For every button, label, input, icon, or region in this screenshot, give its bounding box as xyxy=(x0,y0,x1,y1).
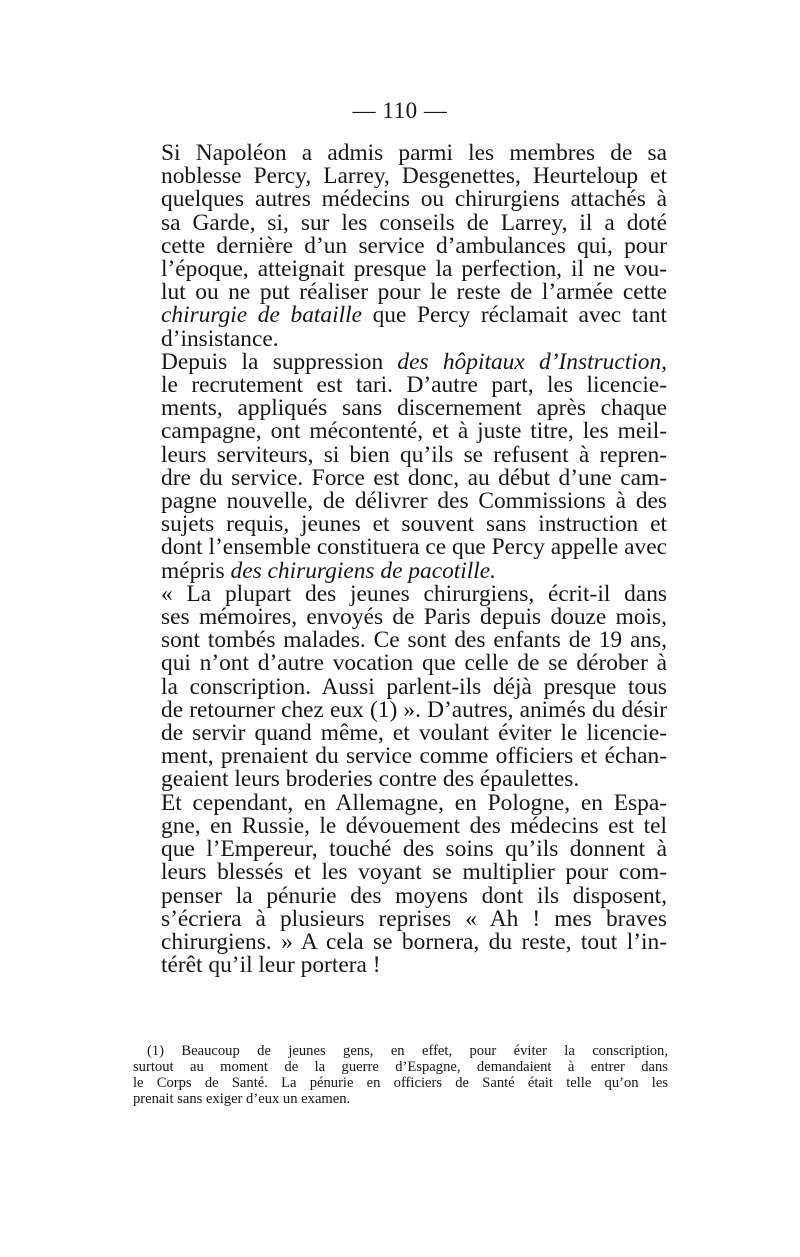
text-line: campagne, ont mécontenté, et à juste titre, les meil- xyxy=(161,418,667,445)
page-number: — 110 — xyxy=(352,98,448,123)
text-line: geaient leurs broderies contre des épaulettes. xyxy=(161,766,580,793)
text-line xyxy=(137,557,667,584)
text-line: leurs blessés et les voyant se multiplier pour com- xyxy=(161,859,667,886)
text-line: la conscription. Aussi parlent-ils déjà presque tous xyxy=(161,673,667,700)
text-line: « La plupart des jeunes chirurgiens, écrit-il dans xyxy=(161,580,667,607)
text-line: lut ou ne put réaliser pour le reste de l’armée cette xyxy=(161,279,667,306)
paragraph-1 xyxy=(137,142,667,351)
italic-phrase: des hôpitaux d’Instruction, xyxy=(397,348,667,375)
italic-phrase: chirurgie de bataille xyxy=(161,302,362,329)
text-fragment: que Percy réclamait avec tant xyxy=(361,302,667,329)
text-line: que l’Empereur, touché des soins qu’ils donnent à xyxy=(161,836,667,863)
text-line: gne, en Russie, le dévouement des médecins est tel xyxy=(161,812,667,839)
text-line: d’insistance. xyxy=(161,325,279,352)
text-line: leurs serviteurs, si bien qu’ils se refusent à repren- xyxy=(161,441,667,468)
footnote-line: surtout au moment de la guerre d’Espagne, demandaient à entrer dans xyxy=(133,1059,668,1075)
paragraph-4 xyxy=(137,789,667,979)
text-line: le recrutement est tari. D’autre part, les licencie- xyxy=(161,372,667,399)
text-line: dont l’ensemble constituera ce que Percy appelle avec xyxy=(161,534,667,561)
text-line: ment, prenaient du service comme officiers et échan- xyxy=(161,743,667,770)
text-line: pagne nouvelle, de délivrer des Commissions à des xyxy=(161,488,667,515)
footnote-line: le Corps de Santé. La pénurie en officiers de Santé était telle qu’on les xyxy=(133,1075,668,1091)
main-text xyxy=(137,142,667,977)
text-line: Et cependant, en Allemagne, en Pologne, en Espa- xyxy=(161,789,667,816)
text-line: sont tombés malades. Ce sont des enfants de 19 ans, xyxy=(161,627,667,654)
text-line: qui n’ont d’autre vocation que celle de se dérober à xyxy=(161,650,667,677)
text-line: sa Garde, si, sur les conseils de Larrey, il a doté xyxy=(161,209,667,236)
text-line xyxy=(137,304,667,327)
text-fragment: Depuis la suppression xyxy=(161,348,398,375)
text-line: penser la pénurie des moyens dont ils disposent, xyxy=(161,882,667,909)
text-line: cette dernière d’un service d’ambulances qui, pour xyxy=(161,232,667,259)
text-fragment: mépris xyxy=(161,557,231,584)
text-line: sujets requis, jeunes et souvent sans instruction et xyxy=(161,511,667,538)
text-line: Si Napoléon a admis parmi les membres de sa xyxy=(161,140,667,166)
text-line: l’époque, atteignait presque la perfection, il ne vou- xyxy=(161,256,667,283)
text-line: noblesse Percy, Larrey, Desgenettes, Heurteloup et xyxy=(161,163,667,190)
text-line: térêt qu’il leur portera ! xyxy=(161,952,381,979)
text-line: quelques autres médecins ou chirurgiens attachés à xyxy=(161,186,667,213)
paragraph-2 xyxy=(137,348,667,584)
footnote xyxy=(133,1043,668,1107)
footnote-line: (1) Beaucoup de jeunes gens, en effet, pour éviter la conscription, xyxy=(147,1043,668,1059)
text-line: de retourner chez eux (1) ». D’autres, animés du désir xyxy=(161,696,667,723)
text-line: dre du service. Force est donc, au début d’une cam- xyxy=(161,464,667,491)
italic-phrase: des chirurgiens de pacotille. xyxy=(230,557,496,584)
text-line: ses mémoires, envoyés de Paris depuis douze mois, xyxy=(161,604,667,631)
text-line xyxy=(137,348,667,375)
text-line: de servir quand même, et voulant éviter le licencie- xyxy=(161,720,667,747)
text-line: ments, appliqués sans discernement après chaque xyxy=(161,395,667,422)
text-line: s’écriera à plusieurs reprises « Ah ! mes braves xyxy=(161,905,667,932)
text-line: chirurgiens. » A cela se bornera, du reste, tout l’in- xyxy=(161,928,667,955)
paragraph-3 xyxy=(137,580,667,793)
footnote-line: prenait sans exiger d’eux un examen. xyxy=(133,1091,351,1107)
